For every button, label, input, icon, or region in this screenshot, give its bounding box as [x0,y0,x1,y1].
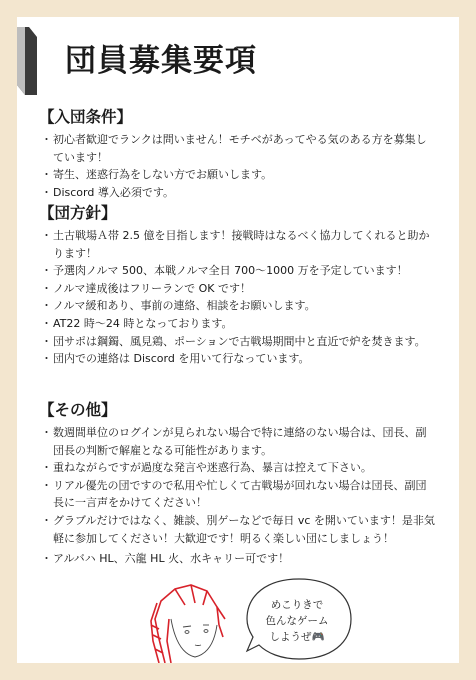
list-item: ・ リアル優先の団ですので私用や忙しくて古戦場が回れない場合は団長、副団長に一言声をかけてください！ [41,478,427,510]
section-items [17,424,459,568]
character-illustration [145,579,231,663]
document-sheet [17,17,459,663]
section-heading: 【団方針】 [39,204,117,222]
list-item: ・ 重ねながらですが過度な発言や迷惑行為、暴言は控えて下さい。 [41,461,372,475]
section-heading: 【その他】 [39,401,117,419]
list-item: ・ ノルマ緩和あり、事前の連絡、相談をお願いします。 [41,299,316,313]
title-tab-decoration [17,27,37,95]
list-item: ・ グラブルだけではなく、雑談、別ゲーなどで毎日 vc を開いています！是非気軽に参加してください！大歓迎です！明るく楽しい団にしましょう！ [41,513,435,545]
list-item: ・ Discord 導入必須です。 [41,185,174,199]
section-items [17,227,459,368]
list-item: ・ 寄生、迷惑行為をしない方でお願いします。 [41,168,273,182]
section-items [17,131,459,201]
list-item: ・ 土古戦場Ａ帯 2.5 億を目指します！接戦時はなるべく協力してくれると助かります！ [41,229,430,260]
list-item: ・ 団内での連絡は Discord を用いて行なっています。 [41,352,310,366]
list-item: ・ 予選肉ノルマ 500、本戦ノルマ全日 700～1000 万を予定しています！ [41,264,408,278]
section-heading: 【入団条件】 [39,108,133,126]
speech-bubble-text: めこりきで 色んなゲーム しようぜ🎮 [265,599,329,643]
page-title: 団員募集要項 [65,43,257,79]
list-item: ・ アルバハ HL、六龍 HL 火、水キャリー可です！ [41,552,290,566]
list-item: ・ 数週間単位のログインが見られない場合で特に連絡のない場合は、団長、副団長の判断で解雇となる可能性があります。 [41,426,427,457]
list-item: ・ 団サポは鋼鐲、風見鶏、ポーションで古戦場期間中と直近で炉を焚きます。 [41,334,426,348]
list-item: ・ ノルマ達成後はフリーランで OK です！ [41,281,251,295]
list-item: ・ AT22 時～24 時となっております。 [41,316,233,330]
list-item: ・ 初心者歓迎でランクは問いません！モチベがあってやる気のある方を募集しています！ [41,133,427,164]
